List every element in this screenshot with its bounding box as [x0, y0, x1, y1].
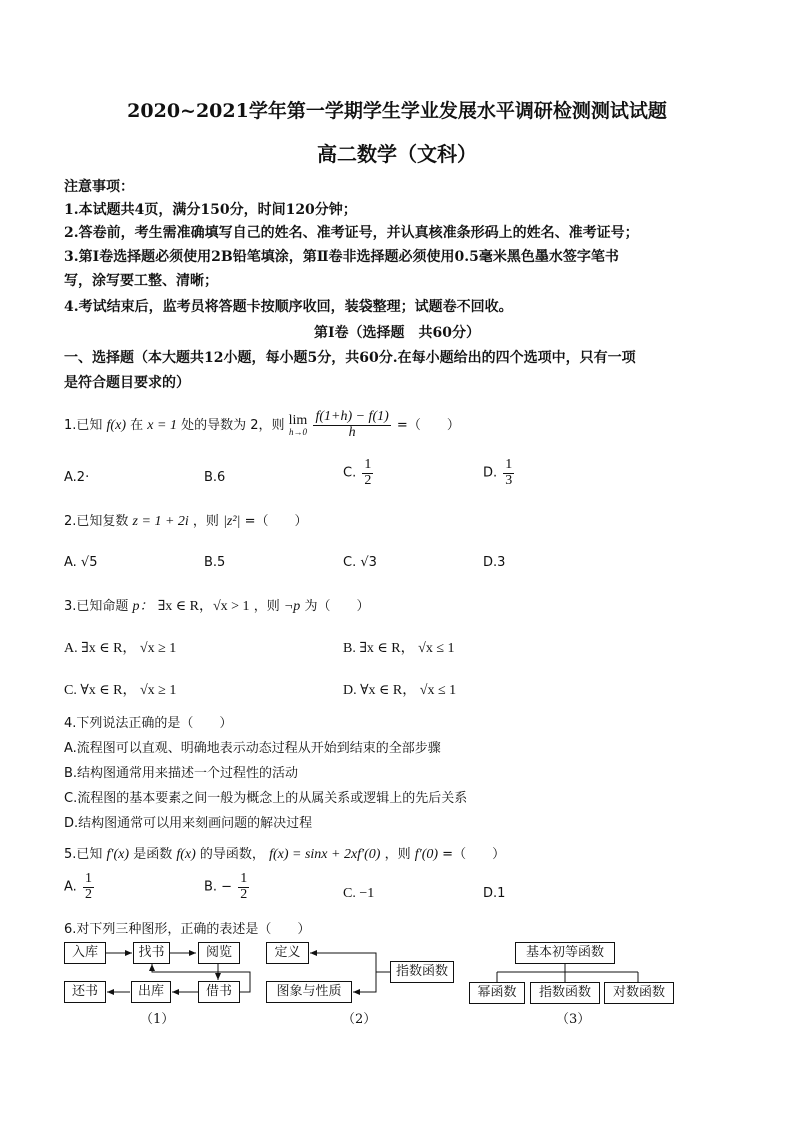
- notice-item-3-cont: 写，涂写要工整、清晰；: [64, 273, 218, 289]
- fig3-box-zhishu: 指数函数: [530, 982, 600, 1004]
- fig3-box-duishu: 对数函数: [604, 982, 674, 1004]
- fig3-tree-lines: [497, 964, 638, 982]
- q1-text-2: 处的导数为 2，则: [181, 418, 285, 433]
- fig1-box-zhaoshu: 找书: [133, 942, 170, 964]
- q3-expr: ∃x ∈ R，√x > 1: [157, 599, 250, 614]
- q1-option-c-den: 2: [364, 472, 372, 488]
- fig3-box-root: 基本初等函数: [515, 942, 615, 964]
- q4-option-c: C.流程图的基本要素之间一般为概念上的从属关系或逻辑上的先后关系: [64, 791, 468, 806]
- q5-ask: f′(0): [414, 847, 439, 862]
- q1-prefix: 1.已知: [64, 418, 103, 433]
- q5-mid2: 的导函数，: [199, 847, 265, 862]
- q1-option-d-label: D.: [483, 465, 498, 481]
- q1-lim-sub: h→0: [288, 427, 307, 437]
- q1-tail: =（ ）: [396, 418, 460, 433]
- q5-fx: f(x): [176, 847, 196, 862]
- q1-option-d-den: 3: [505, 472, 513, 488]
- fig1-box-yuelan: 阅览: [198, 942, 240, 964]
- q3-option-d: D. ∀x ∈ R， √x ≤ 1: [343, 683, 457, 698]
- q2-abs: |z²|: [223, 514, 241, 529]
- q2-expr: z = 1 + 2i: [132, 514, 189, 529]
- fig1-box-jieshu: 借书: [198, 981, 240, 1003]
- exam-subtitle: 高二数学（文科）: [317, 142, 477, 166]
- q5-tail: =（ ）: [442, 847, 506, 862]
- q3-option-c: C. ∀x ∈ R， √x ≥ 1: [64, 683, 177, 698]
- notice-item-4: 4.考试结束后，监考员将答题卡按顺序收回，装袋整理；试题卷不回收。: [64, 299, 513, 315]
- q5-prefix: 5.已知: [64, 847, 103, 862]
- fig1-box-huanshu: 还书: [64, 981, 106, 1003]
- q1-option-b: B.6: [204, 470, 226, 485]
- part-title: 第Ⅰ卷（选择题 共60分）: [313, 325, 481, 341]
- fig3-box-mi: 幂函数: [469, 982, 525, 1004]
- fig2-box-xiangxing: 图象与性质: [266, 981, 352, 1003]
- fig3-caption: （3）: [556, 1012, 591, 1027]
- notice-item-3: 3.第Ⅰ卷选择题必须使用2B铅笔填涂，第Ⅱ卷非选择题必须使用0.5毫米黑色墨水签字笔书: [64, 249, 619, 265]
- q4-option-a: A.流程图可以直观、明确地表示动态过程从开始到结束的全部步骤: [64, 741, 441, 756]
- notice-heading: 注意事项：: [64, 179, 134, 195]
- q3-prefix: 3.已知命题: [64, 599, 129, 614]
- q5-option-b-den: 2: [240, 886, 248, 902]
- fig2-box-dingyi: 定义: [266, 942, 309, 964]
- q1-fraction-den: h: [348, 425, 356, 440]
- exam-title: 2020~2021学年第一学期学生学业发展水平调研检测测试试题: [127, 100, 667, 122]
- notice-item-1: 1.本试题共4页，满分150分，时间120分钟；: [64, 202, 357, 218]
- q5-option-a-num: 1: [84, 871, 92, 886]
- q5-option-a-den: 2: [84, 886, 92, 902]
- fig1-caption: （1）: [140, 1012, 175, 1027]
- q3-p: p：: [132, 599, 154, 614]
- fig1-box-chuku: 出库: [131, 981, 171, 1003]
- q5-fprime: f′(x): [106, 847, 130, 862]
- fig2-box-zhishu: 指数函数: [390, 961, 454, 983]
- q5-option-d: D.1: [483, 886, 506, 901]
- q3-tail: 为（ ）: [304, 599, 370, 614]
- q3-option-a: A. ∃x ∈ R， √x ≥ 1: [64, 641, 177, 656]
- q1-option-c-num: 1: [364, 457, 372, 472]
- q4-option-d: D.结构图通常可以用来刻画问题的解决过程: [64, 816, 313, 831]
- q1-fx: f(x): [106, 418, 126, 433]
- notice-item-2: 2.答卷前，考生需准确填写自己的姓名、准考证号，并认真核准条形码上的姓名、准考证号；: [64, 225, 639, 241]
- q2-option-b: B.5: [204, 555, 226, 570]
- q5-option-b-num: 1: [240, 871, 248, 886]
- q2-mid: ，则: [192, 514, 219, 529]
- q2-tail: =（ ）: [244, 514, 308, 529]
- q5-option-b-label: B. −: [204, 879, 233, 895]
- q1-lim: lim: [288, 413, 308, 428]
- q2-option-a: A. √5: [64, 555, 98, 570]
- fig2-caption: （2）: [342, 1012, 377, 1027]
- q2-option-d: D.3: [483, 555, 506, 570]
- q3-option-b: B. ∃x ∈ R， √x ≤ 1: [343, 641, 455, 656]
- q1-fraction-num: f(1+h) − f(1): [315, 409, 389, 425]
- section-heading: 一、选择题（本大题共12小题，每小题5分，共60分.在每小题给出的四个选项中，只有一项: [64, 350, 636, 366]
- q5-mid1: 是函数: [133, 847, 173, 862]
- fig1-box-ruku: 入库: [64, 942, 106, 964]
- q1-option-c-label: C.: [343, 465, 357, 481]
- q4-option-b: B.结构图通常用来描述一个过程性的活动: [64, 766, 299, 781]
- q5-option-a-label: A.: [64, 879, 77, 895]
- q2-prefix: 2.已知复数: [64, 514, 129, 529]
- q1-option-d-num: 1: [505, 457, 513, 472]
- question-4-stem: 4.下列说法正确的是（ ）: [64, 716, 233, 731]
- q1-text: 在: [130, 418, 144, 433]
- q5-expr: f(x) = sinx + 2xf′(0): [269, 847, 381, 862]
- q1-condition: x = 1: [147, 418, 177, 433]
- q1-option-a: A.2·: [64, 470, 90, 485]
- q3-mid: ，则: [253, 599, 280, 614]
- section-heading-cont: 是符合题目要求的）: [64, 375, 190, 391]
- q3-neg: ¬p: [283, 599, 301, 614]
- q5-mid3: ，则: [384, 847, 411, 862]
- q5-option-c: C. −1: [343, 886, 375, 901]
- question-6-stem: 6.对下列三种图形，正确的表述是（ ）: [64, 922, 311, 937]
- q2-option-c: C. √3: [343, 555, 377, 570]
